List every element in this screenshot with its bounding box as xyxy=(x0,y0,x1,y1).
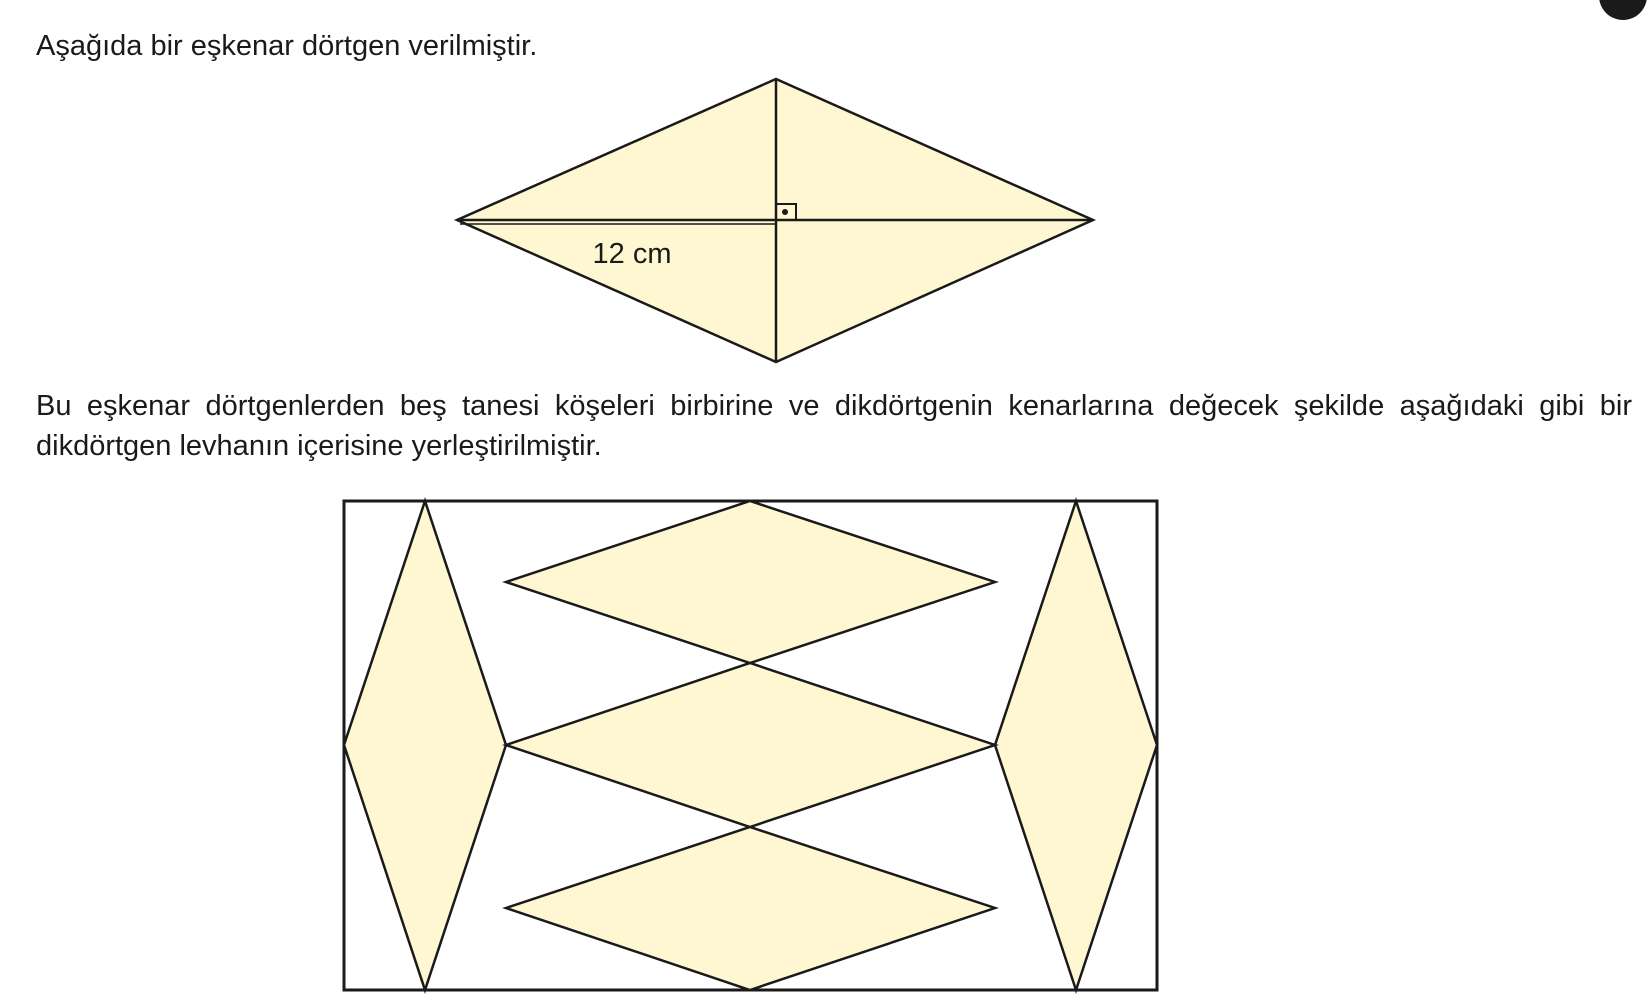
intro-text: Aşağıda bir eşkenar dörtgen verilmiştir. xyxy=(36,30,538,62)
arrangement-figure xyxy=(344,501,1157,990)
right-angle-dot xyxy=(782,209,788,215)
measure-label: 12 cm xyxy=(592,238,672,270)
rhombus-figure xyxy=(457,79,1093,362)
description-text: Bu eşkenar dörtgenlerden beş tanesi köşeleri birbirine ve dikdörtgenin kenarlarına değecek şekilde aşağıdaki gibi bir dikdörtgen levhanın içerisine yerleştirilmiştir. xyxy=(36,390,1632,462)
